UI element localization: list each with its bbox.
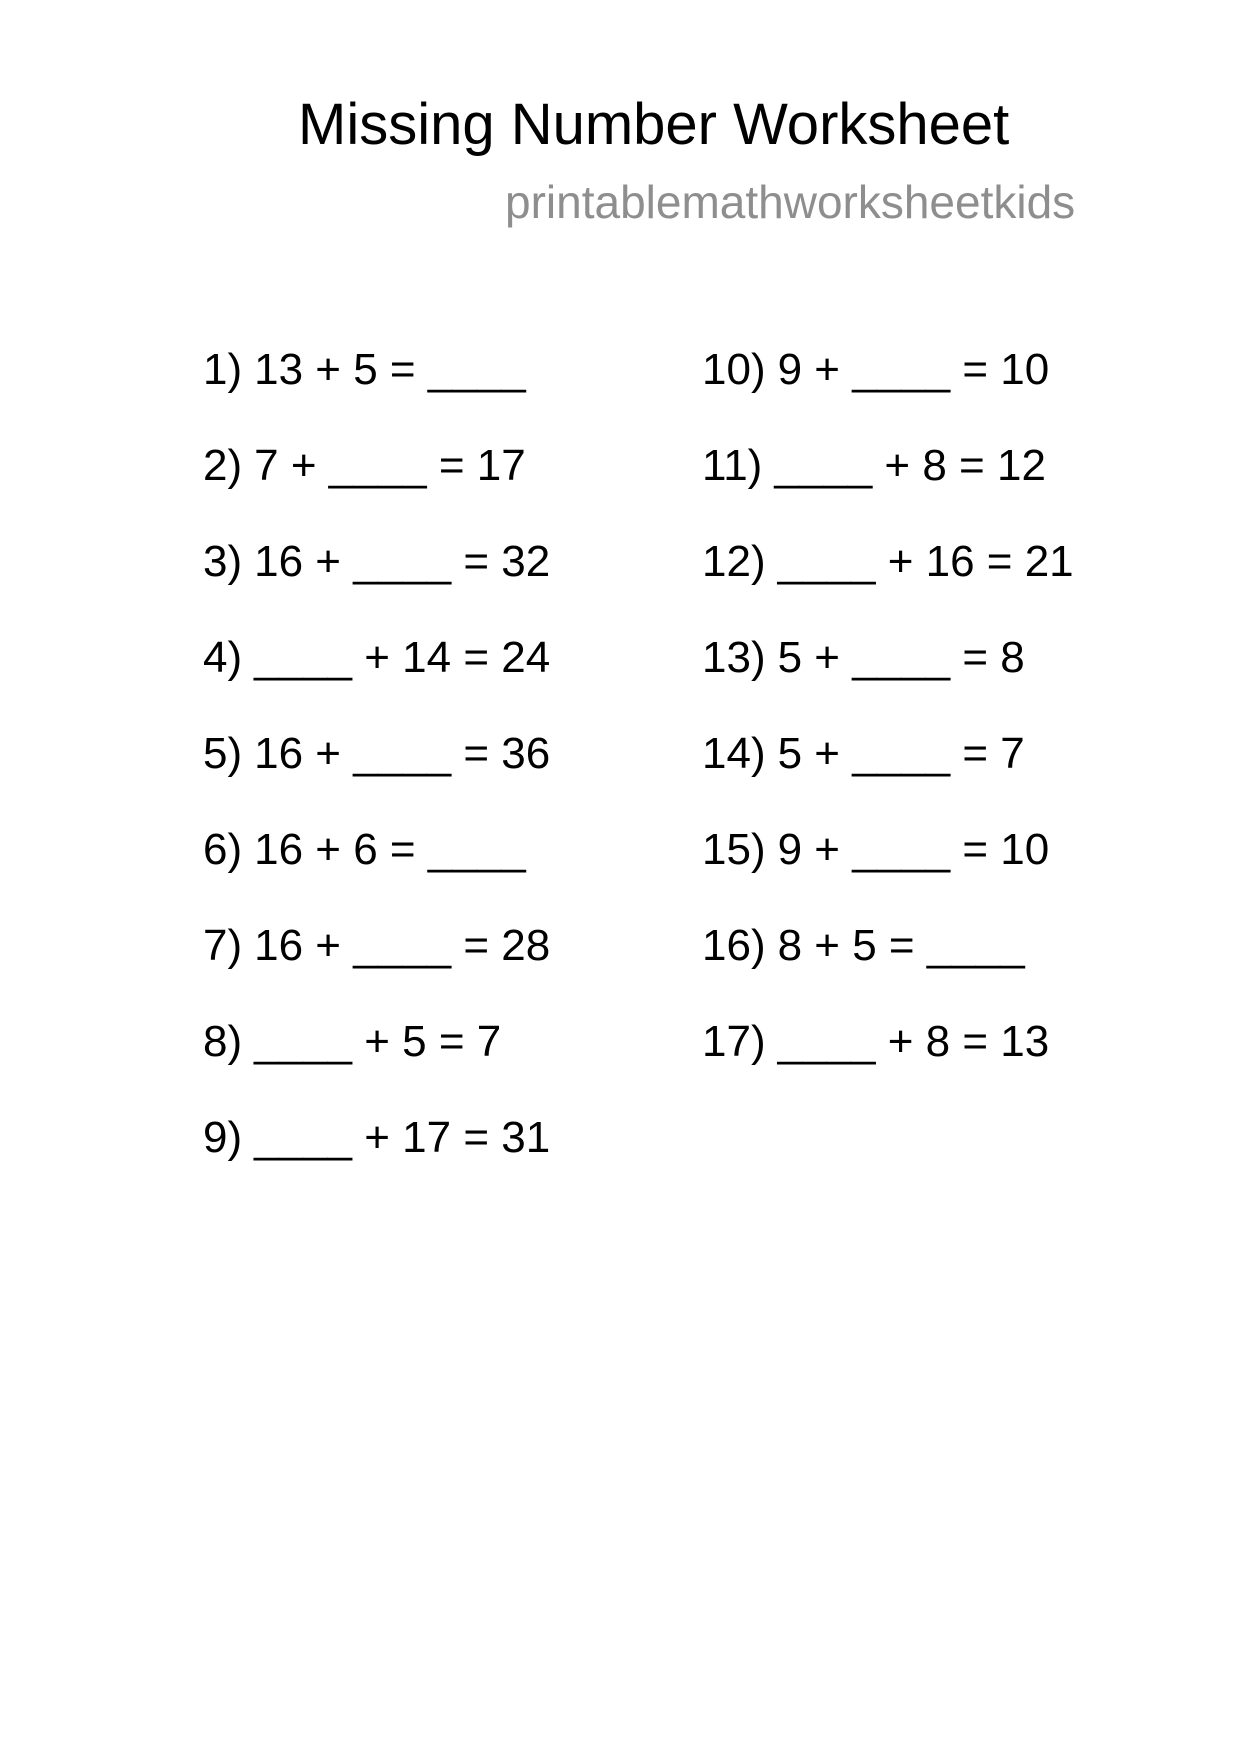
problem-equation: 16 + ____ = 32 [254, 537, 551, 586]
page-title: Missing Number Worksheet [298, 92, 1010, 157]
problem-row-5 [203, 706, 550, 802]
problem-number: 12) [702, 537, 766, 586]
problem-row-6 [203, 802, 550, 898]
problem-equation: 16 + 6 = ____ [254, 825, 526, 874]
problem-number: 7) [203, 921, 243, 970]
problem-row-12 [702, 514, 1074, 610]
problem-equation: 13 + 5 = ____ [254, 345, 526, 394]
problem-row-8 [203, 994, 550, 1090]
problem-number: 4) [203, 633, 243, 682]
problem-number: 17) [702, 1017, 766, 1066]
problem-equation: ____ + 16 = 21 [777, 537, 1074, 586]
problem-equation: 8 + 5 = ____ [777, 921, 1025, 970]
problem-number: 3) [203, 537, 243, 586]
problem-row-1 [203, 322, 550, 418]
problem-number: 6) [203, 825, 243, 874]
problem-row-15 [702, 802, 1074, 898]
problem-row-2 [203, 418, 550, 514]
problem-row-9 [203, 1090, 550, 1186]
problem-number: 14) [702, 729, 766, 778]
problem-row-13 [702, 610, 1074, 706]
problem-equation: ____ + 8 = 12 [774, 441, 1046, 490]
problem-equation: 7 + ____ = 17 [254, 441, 526, 490]
problem-equation: 16 + ____ = 36 [254, 729, 551, 778]
problem-number: 5) [203, 729, 243, 778]
problem-row-17 [702, 994, 1074, 1090]
problems-column-left [203, 322, 550, 1186]
problem-row-14 [702, 706, 1074, 802]
problem-number: 9) [203, 1113, 243, 1162]
problem-equation: ____ + 8 = 13 [777, 1017, 1050, 1066]
problem-row-4 [203, 610, 550, 706]
problem-row-7 [203, 898, 550, 994]
problem-row-11 [702, 418, 1074, 514]
problem-number: 13) [702, 633, 766, 682]
problem-row-10 [702, 322, 1074, 418]
problem-row-3 [203, 514, 550, 610]
problem-number: 10) [702, 345, 766, 394]
problem-number: 11) [702, 441, 763, 490]
problem-number: 1) [203, 345, 243, 394]
page-subtitle: printablemathworksheetkids [505, 176, 1076, 228]
problem-number: 8) [203, 1017, 243, 1066]
problem-number: 15) [702, 825, 766, 874]
problem-equation: ____ + 5 = 7 [254, 1017, 502, 1066]
problem-equation: 5 + ____ = 7 [777, 729, 1025, 778]
problem-equation: 9 + ____ = 10 [777, 345, 1050, 394]
problem-equation: 5 + ____ = 8 [777, 633, 1025, 682]
problem-row-16 [702, 898, 1074, 994]
problem-equation: 9 + ____ = 10 [777, 825, 1050, 874]
problem-number: 2) [203, 441, 243, 490]
problem-equation: ____ + 14 = 24 [254, 633, 551, 682]
problems-column-right [702, 322, 1074, 1090]
problem-equation: ____ + 17 = 31 [254, 1113, 551, 1162]
problem-equation: 16 + ____ = 28 [254, 921, 551, 970]
problem-number: 16) [702, 921, 766, 970]
